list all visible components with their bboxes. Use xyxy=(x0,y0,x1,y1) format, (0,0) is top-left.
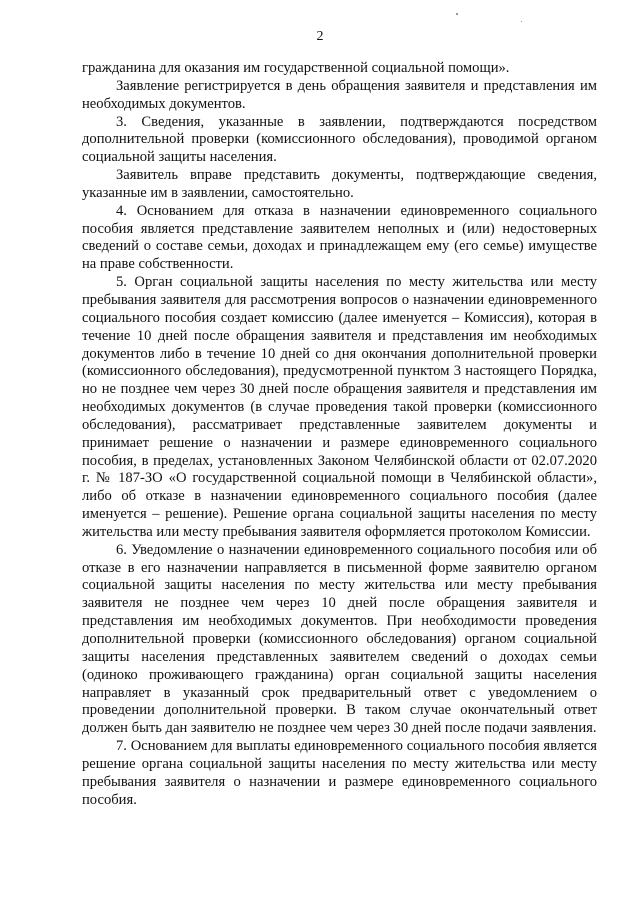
paragraph-item-3: 3. Сведения, указанные в заявлении, подтверждаются посредством дополнительной проверки (комиссионного обследования), проводимой органом социальной защиты населения. xyxy=(82,113,597,166)
document-body xyxy=(82,60,597,809)
paragraph-applicant-right: Заявитель вправе представить документы, подтверждающие сведения, указанные им в заявлении, самостоятельно. xyxy=(82,167,597,201)
scan-speck xyxy=(521,21,522,22)
paragraph-item-7: 7. Основанием для выплаты единовременного социального пособия является решение органа социальной защиты населения по месту жительства или месту пребывания заявителя о назначении и размере единовременного социального пособия. xyxy=(82,738,597,808)
page-number: 2 xyxy=(316,29,324,44)
paragraph-item-6: 6. Уведомление о назначении единовременного социального пособия или об отказе в его назначении направляется в письменной форме заявителю органом социальной защиты населения по месту жительства или месту пребывания заявителя не позднее чем через 10 дней после обращения заявителя и представления им необходимых документов. При необходимости проведения дополнительной проверки (комиссионного обследования) органом социальной защиты населения представленных заявителем сведений о доходах семьи (одиноко проживающего гражданина) орган социальной защиты населения направляет в указанный срок предварительный ответ с уведомлением о проведении дополнительной проверки. В таком случае окончательный ответ должен быть дан заявителю не позднее чем через 30 дней после подачи заявления. xyxy=(82,541,597,737)
scan-speck xyxy=(456,13,458,15)
paragraph-continuation: гражданина для оказания им государственной социальной помощи». xyxy=(82,60,510,76)
paragraph-item-4: 4. Основанием для отказа в назначении единовременного социального пособия является представление заявителем неполных и (или) недостоверных сведений о составе семьи, доходах и принадлежащем ему (его семье) имуществе на праве собственности. xyxy=(82,202,597,273)
paragraph-registration: Заявление регистрируется в день обращения заявителя и представления им необходимых документов. xyxy=(82,77,597,112)
paragraph-item-5: 5. Орган социальной защиты населения по месту жительства или месту пребывания заявителя для рассмотрения вопросов о назначении единовременного социального пособия создает комиссию (далее именуется – Комиссия), которая в течение 10 дней после обращения заявителя и представления им необходимых документов либо в течение 10 дней со дня окончания дополнительной проверки (комиссионного обследования), предусмотренной пунктом 3 настоящего Порядка, но не позднее чем через 30 дней после обращения заявителя и представления им необходимых документов (в случае проведения такой проверки (комиссионного обследования), рассматривает представленные заявителем документы и принимает решение о назначении и размере единовременного социального пособия, в пределах, установленных Законом Челябинской области от 02.07.2020 г. № 187-ЗО «О государственной социальной помощи в Челябинской области», либо об отказе в назначении единовременного социального пособия (далее именуется – решение). Решение органа социальной защиты населения по месту жительства или месту пребывания заявителя оформляется протоколом Комиссии. xyxy=(82,274,597,540)
